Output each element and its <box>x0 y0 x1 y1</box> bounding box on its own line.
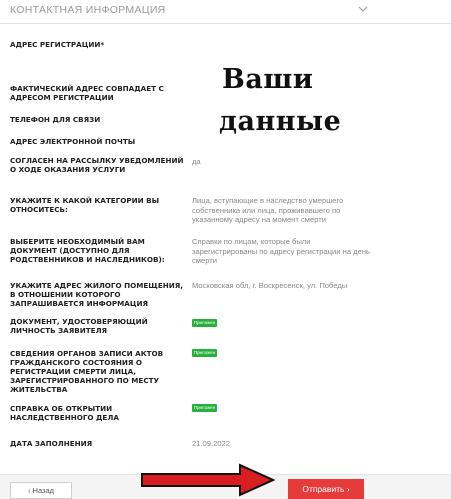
section-title: КОНТАКТНАЯ ИНФОРМАЦИЯ <box>10 4 166 16</box>
attached-badge: Приложен <box>193 320 216 325</box>
field-label-notifications: СОГЛАСЕН НА РАССЫЛКУ УВЕДОМЛЕНИЙ О ХОДЕ ОКАЗАНИЯ УСЛУГИ <box>10 156 184 174</box>
overlay-text-line1: Ваши <box>222 64 314 95</box>
field-label-email: АДРЕС ЭЛЕКТРОННОЙ ПОЧТЫ <box>10 137 136 146</box>
field-label-civil-registry: СВЕДЕНИЯ ОРГАНОВ ЗАПИСИ АКТОВ ГРАЖДАНСКОГО СОСТОЯНИЯ О РЕГИСТРАЦИИ СМЕРТИ ЛИЦА, ЗАРЕГИСТРИРОВАННОГО ПО МЕСТУ ЖИТЕЛЬСТВА <box>10 349 164 394</box>
overlay-text-line2: данные <box>219 106 342 137</box>
field-value-notifications: да <box>192 157 201 166</box>
field-value-premises-address: Московская обл, г. Воскресенск, ул. Победы <box>192 281 348 290</box>
back-button[interactable]: ‹ Назад <box>10 482 72 499</box>
field-label-category: УКАЖИТЕ К КАКОЙ КАТЕГОРИИ ВЫ ОТНОСИТЕСЬ: <box>10 196 160 214</box>
field-label-phone: ТЕЛЕФОН ДЛЯ СВЯЗИ <box>10 115 101 124</box>
field-value-category: Лица, вступающие в наследство умершего собственника или лица, проживавшего по указанному адресу на момент смерти <box>192 196 344 224</box>
field-label-document: ВЫБЕРИТЕ НЕОБХОДИМЫЙ ВАМ ДОКУМЕНТ (ДОСТУПНО ДЛЯ РОДСТВЕННИКОВ И НАСЛЕДНИКОВ): <box>10 237 165 264</box>
field-value-document: Справки по лицам, которые были зарегистрированы по адресу регистрации на день смерти <box>192 237 370 265</box>
attached-badge: Приложен <box>193 350 216 355</box>
attached-badge: Приложен <box>193 405 216 410</box>
field-label-registration-address: АДРЕС РЕГИСТРАЦИИ* <box>10 40 105 49</box>
field-label-premises-address: УКАЖИТЕ АДРЕС ЖИЛОГО ПОМЕЩЕНИЯ, В ОТНОШЕНИИ КОТОРОГО ЗАПРАШИВАЕТСЯ ИНФОРМАЦИЯ <box>10 281 184 308</box>
field-label-identity-document: ДОКУМЕНТ, УДОСТОВЕРЯЮЩИЙ ЛИЧНОСТЬ ЗАЯВИТЕЛЯ <box>10 317 148 335</box>
field-label-fill-date: ДАТА ЗАПОЛНЕНИЯ <box>10 439 93 448</box>
arrow-right-icon <box>140 463 275 497</box>
field-label-actual-address: ФАКТИЧЕСКИЙ АДРЕС СОВПАДАЕТ С АДРЕСОМ РЕГИСТРАЦИИ <box>10 84 164 102</box>
field-value-fill-date: 21.09.2022 <box>192 439 231 448</box>
section-header[interactable] <box>0 0 451 24</box>
submit-button[interactable]: Отправить › <box>288 479 364 499</box>
field-label-inheritance-case: СПРАВКА ОБ ОТКРЫТИИ НАСЛЕДСТВЕННОГО ДЕЛА <box>10 404 119 422</box>
chevron-down-icon[interactable] <box>358 4 368 14</box>
